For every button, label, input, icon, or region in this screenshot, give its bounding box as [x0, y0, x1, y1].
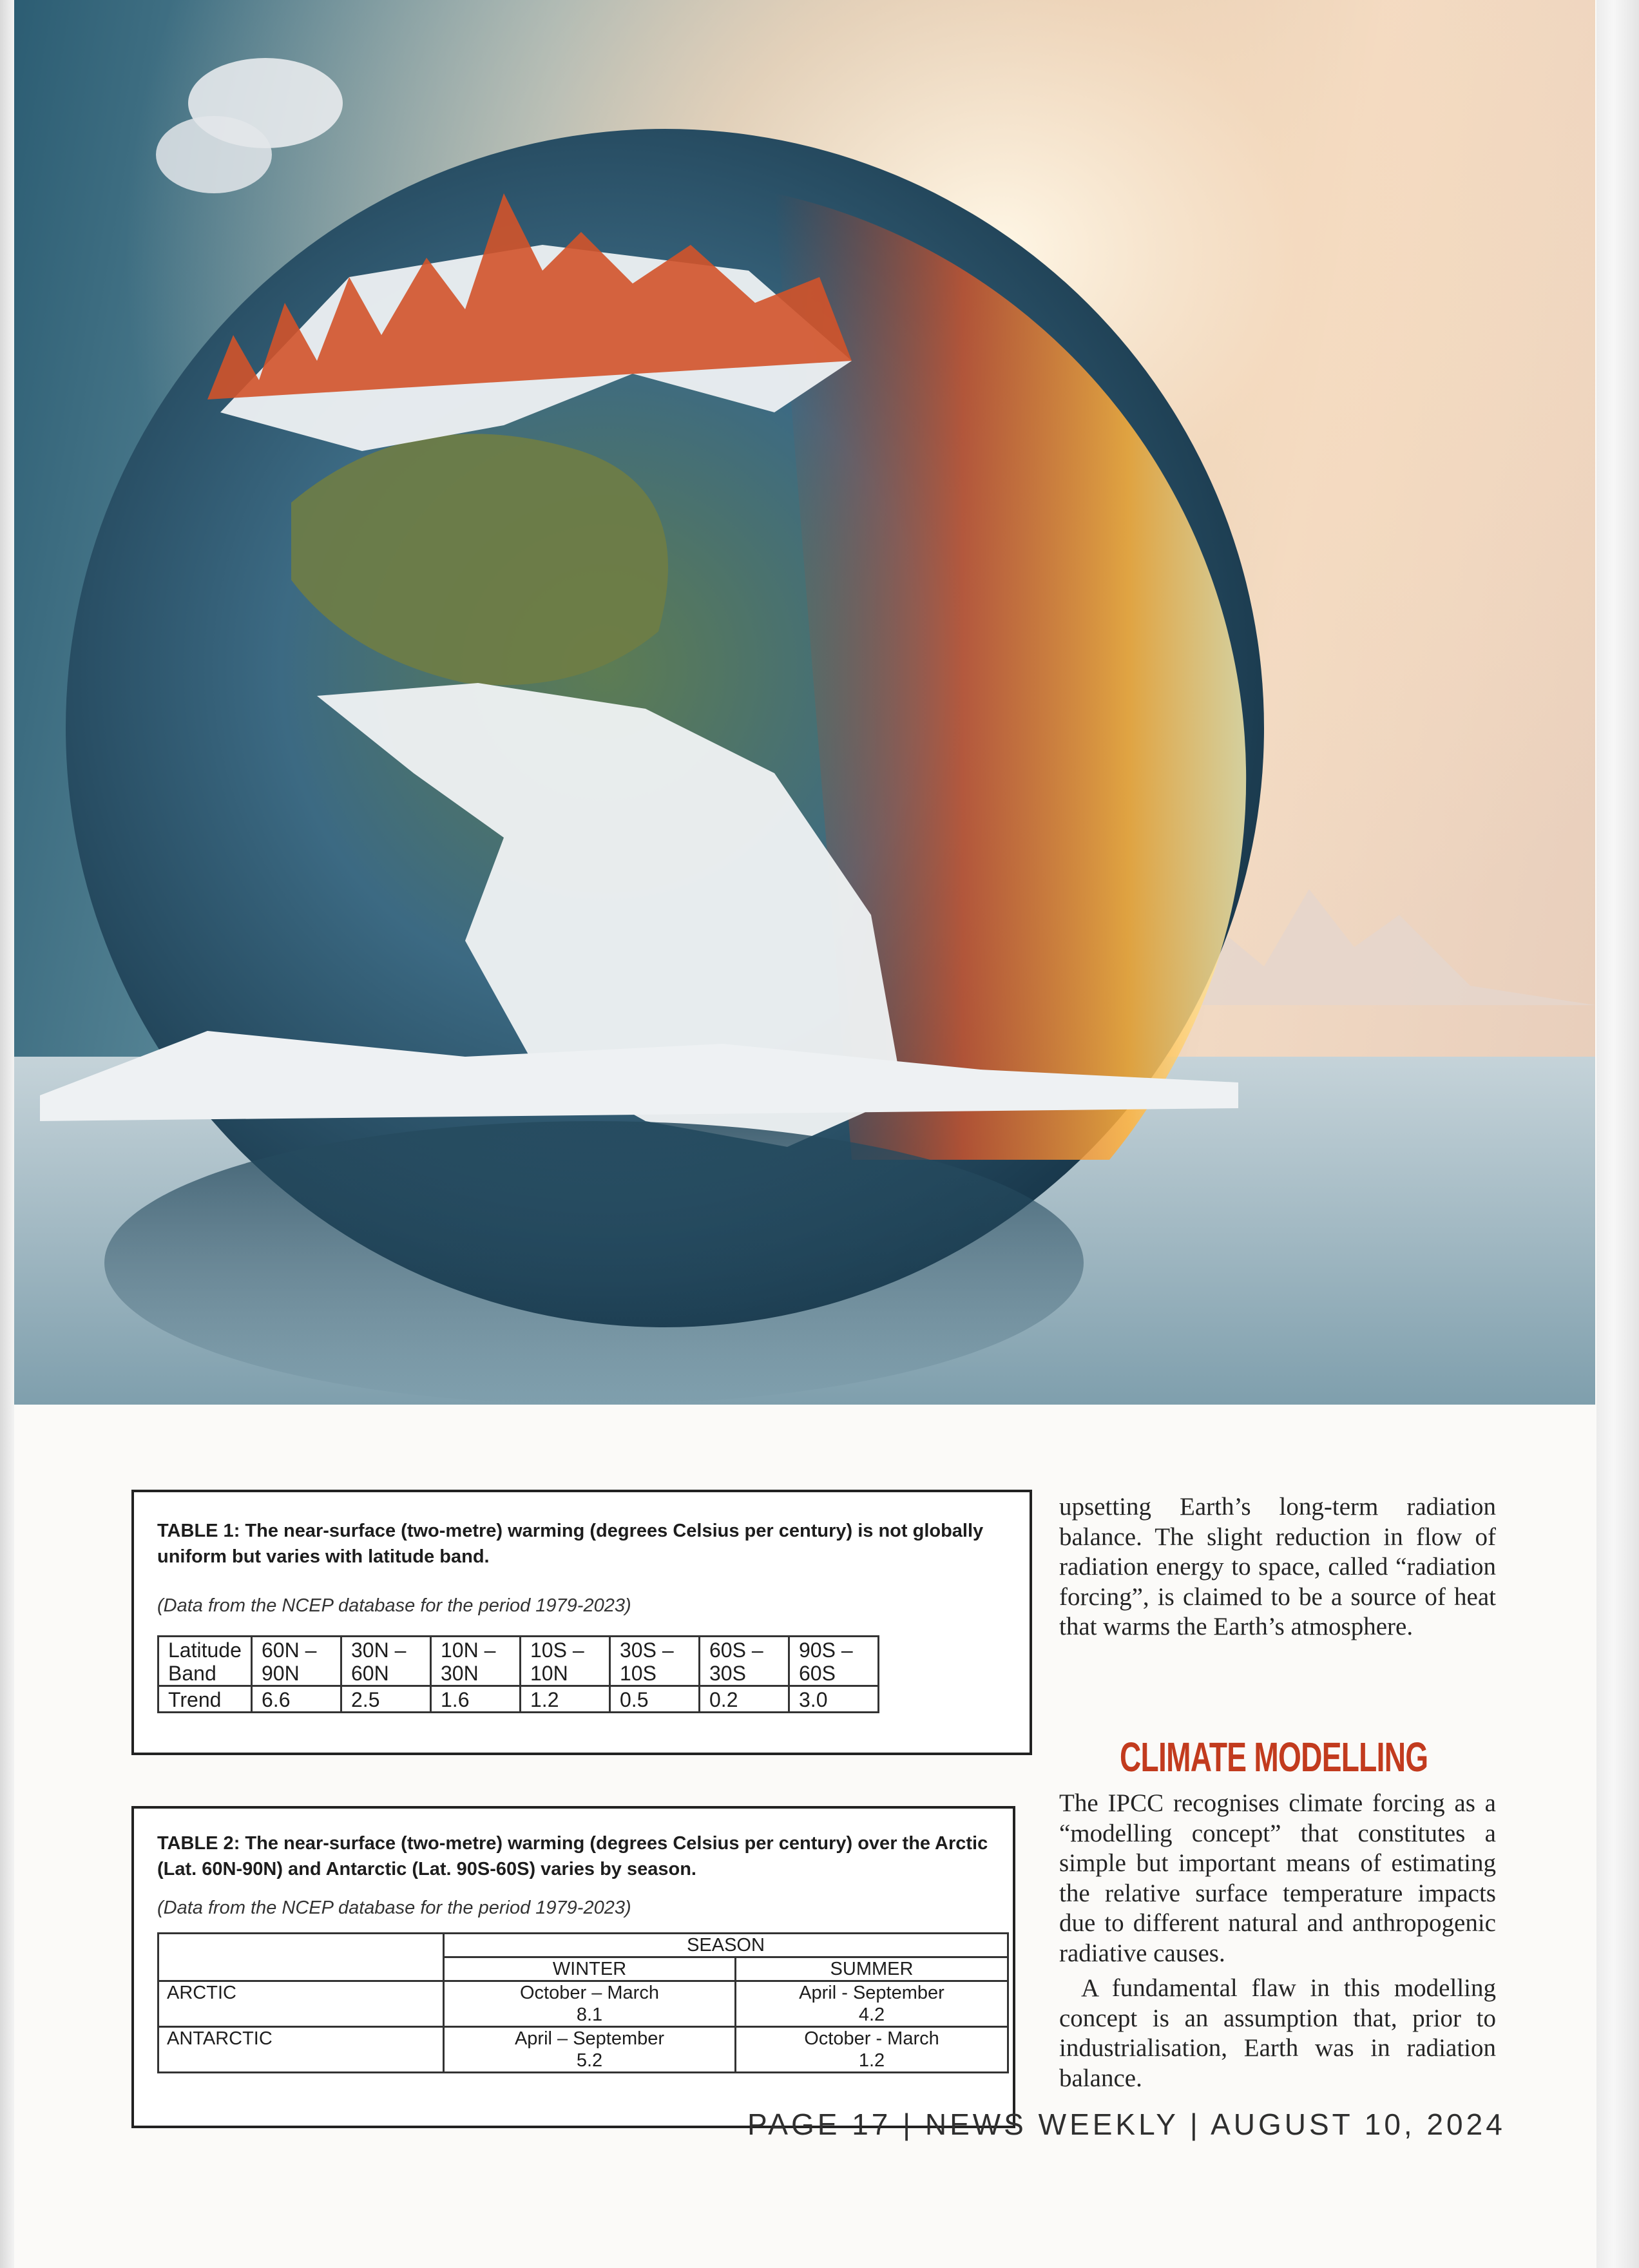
- table1-source: (Data from the NCEP database for the period 1979-2023): [157, 1595, 631, 1616]
- article-paragraph: upsetting Earth’s long-term radiation balance. The slight reduction in flow of radiation energy to space, called “radiation forcing”, is claimed to be a source of heat that warms the Earth’s atmosphere.: [1059, 1493, 1496, 1640]
- table1-band-cell: 10S – 10N: [521, 1637, 610, 1686]
- table2-empty-corner: [158, 1934, 444, 1981]
- table2-season-header: SEASON: [444, 1934, 1008, 1957]
- section-heading: CLIMATE MODELLING: [1120, 1734, 1428, 1780]
- article-column-top: [1059, 1492, 1496, 1642]
- table1-trend-cell: 0.5: [610, 1686, 700, 1713]
- table2-summer-months: April - September: [799, 1983, 944, 2003]
- table2-winter-cell: [444, 2027, 736, 2073]
- table2-winter-months: April – September: [514, 2028, 665, 2049]
- article-paragraph: A fundamental flaw in this modelling concept is an assumption that, prior to industrialisation, Earth was in radiation balance.: [1059, 1974, 1496, 2092]
- table2-winter-value: 8.1: [576, 2004, 603, 2025]
- table1-trend-cell: 0.2: [700, 1686, 789, 1713]
- table1-band-cell: 10N – 30N: [431, 1637, 521, 1686]
- table2-summer-value: 4.2: [858, 2004, 885, 2025]
- table2-winter-cell: [444, 1981, 736, 2027]
- table1-trend-cell: 1.6: [431, 1686, 521, 1713]
- table2-summer-value: 1.2: [858, 2050, 885, 2071]
- page-footer-folio: PAGE 17 | NEWS WEEKLY | AUGUST 10, 2024: [747, 2108, 1506, 2141]
- table2-winter-value: 5.2: [576, 2050, 603, 2071]
- scan-edge-left: [0, 0, 14, 2268]
- table1-caption: TABLE 1: The near-surface (two-metre) warming (degrees Celsius per century) is not globally uniform but varies with latitude band.: [157, 1521, 984, 1567]
- table1-box: [131, 1490, 1032, 1755]
- table1: [157, 1635, 879, 1713]
- table2-source: (Data from the NCEP database for the period 1979-2023): [157, 1898, 631, 1918]
- table-row: [158, 1637, 879, 1686]
- table1-row-header-trend: Trend: [158, 1686, 252, 1713]
- table1-trend-cell: 1.2: [521, 1686, 610, 1713]
- table1-band-cell: 30N – 60N: [341, 1637, 431, 1686]
- table1-row-header-band: Latitude Band: [158, 1637, 252, 1686]
- table2-summer-header: SUMMER: [736, 1957, 1008, 1981]
- table1-band-cell: 90S – 60S: [789, 1637, 879, 1686]
- table1-trend-cell: 6.6: [252, 1686, 341, 1713]
- globe-illustration: [14, 0, 1595, 1405]
- table1-band-cell: 30S – 10S: [610, 1637, 700, 1686]
- table1-trend-cell: 2.5: [341, 1686, 431, 1713]
- table2-caption: TABLE 2: The near-surface (two-metre) warming (degrees Celsius per century) over the Arctic (Lat. 60N-90N) and Antarctic (Lat. 90S-60S) varies by season.: [157, 1833, 988, 1879]
- table2-box: [131, 1806, 1015, 2128]
- table-row: [158, 1934, 1008, 1957]
- table1-band-cell: 60N – 90N: [252, 1637, 341, 1686]
- table2-summer-cell: [736, 1981, 1008, 2027]
- table2-winter-months: October – March: [520, 1983, 659, 2003]
- article-column-bottom: [1059, 1789, 1496, 2093]
- hero-image: [14, 0, 1595, 1405]
- scan-edge-right: [1596, 0, 1639, 2268]
- table2-row-label: ANTARCTIC: [158, 2027, 444, 2073]
- table2-row-label: ARCTIC: [158, 1981, 444, 2027]
- table-row: [158, 2027, 1008, 2073]
- table-row: [158, 1686, 879, 1713]
- table2-summer-months: October - March: [804, 2028, 939, 2049]
- table-row: [158, 1981, 1008, 2027]
- table2-summer-cell: [736, 2027, 1008, 2073]
- table1-band-cell: 60S – 30S: [700, 1637, 789, 1686]
- table1-trend-cell: 3.0: [789, 1686, 879, 1713]
- article-paragraph: The IPCC recognises climate forcing as a “modelling concept” that constitutes a simple but important means of estimating the relative surface temperature impacts due to different natural and anthropogenic radiative causes.: [1059, 1789, 1496, 1967]
- table2: [157, 1932, 1009, 2073]
- table2-winter-header: WINTER: [444, 1957, 736, 1981]
